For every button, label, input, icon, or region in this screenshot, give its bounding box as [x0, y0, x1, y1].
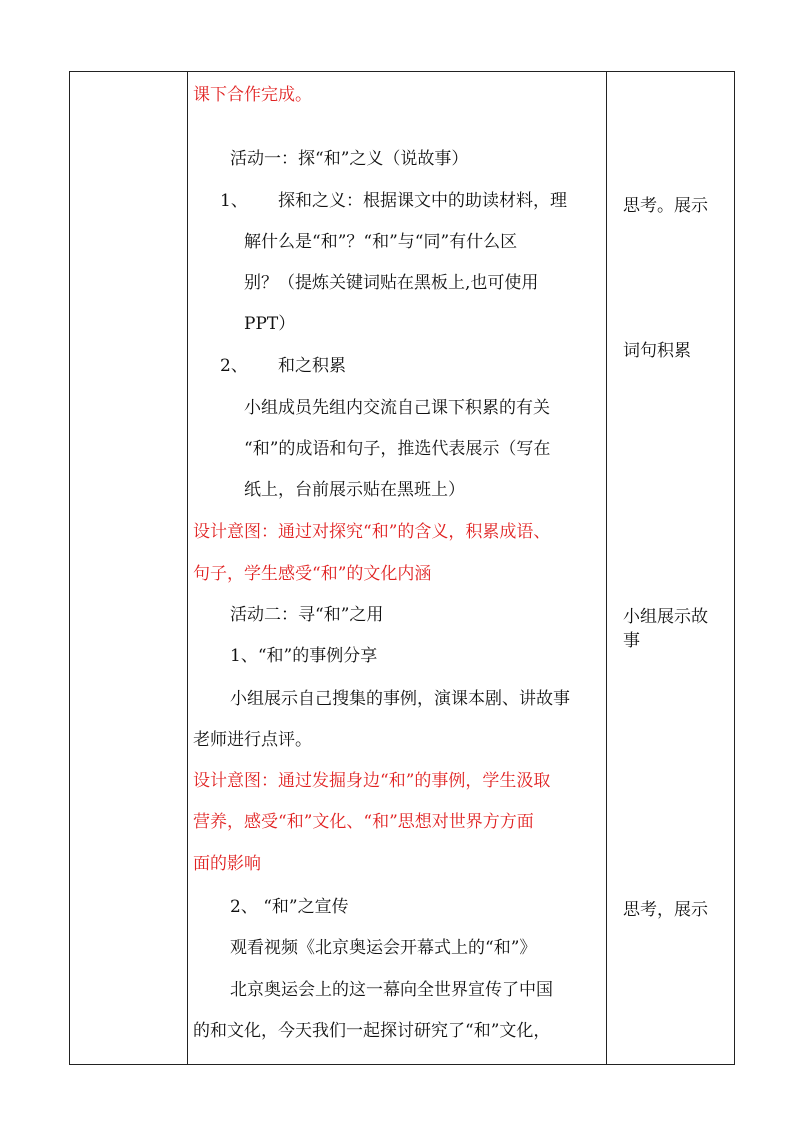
content-line: “和”的成语和句子，推选代表展示（写在 — [244, 439, 551, 459]
content-line: 小组展示自己搜集的事例，演课本剧、讲故事 — [230, 689, 570, 709]
activity-note: 词句积累 — [623, 341, 691, 361]
content-line: 1、 — [220, 191, 248, 211]
activity-note: 思考。展示 — [623, 196, 708, 216]
design-intent-line: 面的影响 — [193, 854, 261, 874]
content-line: 纸上，台前展示贴在黑班上） — [244, 480, 465, 500]
activity-note: 思考，展示 — [623, 900, 708, 920]
design-intent-line: 营养，感受“和”文化、“和”思想对世界方方面 — [193, 812, 534, 832]
content-line: 活动二：寻“和”之用 — [230, 605, 384, 625]
content-line: 2、 — [220, 356, 248, 376]
design-intent-line: 句子，学生感受“和”的文化内涵 — [193, 564, 432, 584]
design-intent-line: 设计意图：通过对探究“和”的含义，积累成语、 — [193, 522, 551, 542]
content-line: 解什么是“和”？“和”与“同”有什么区 — [244, 232, 518, 252]
content-line: PPT） — [244, 314, 296, 334]
content-line: 老师进行点评。 — [193, 730, 312, 750]
content-line: 课下合作完成。 — [193, 85, 312, 105]
content-line: 北京奥运会上的这一幕向全世界宣传了中国 — [230, 980, 553, 1000]
content-line: 小组成员先组内交流自己课下积累的有关 — [244, 398, 550, 418]
content-line: 观看视频《北京奥运会开幕式上的“和”》 — [230, 938, 537, 958]
content-line: 别？（提炼关键词贴在黑板上,也可使用 — [244, 273, 539, 293]
content-line: 1、“和”的事例分享 — [230, 646, 378, 666]
activity-note: 事 — [623, 631, 640, 651]
column-divider-left — [187, 72, 188, 1064]
content-line: 2、 “和”之宣传 — [230, 897, 349, 917]
content-line: 的和文化，今天我们一起探讨研究了“和”文化， — [193, 1021, 551, 1041]
content-line: 探和之义：根据课文中的助读材料，理 — [278, 191, 567, 211]
activity-note: 小组展示故 — [623, 607, 708, 627]
design-intent-line: 设计意图：通过发掘身边“和”的事例，学生汲取 — [193, 771, 551, 791]
content-line: 活动一：探“和”之义（说故事） — [230, 149, 469, 169]
column-divider-right — [606, 72, 607, 1064]
content-line: 和之积累 — [278, 356, 346, 376]
